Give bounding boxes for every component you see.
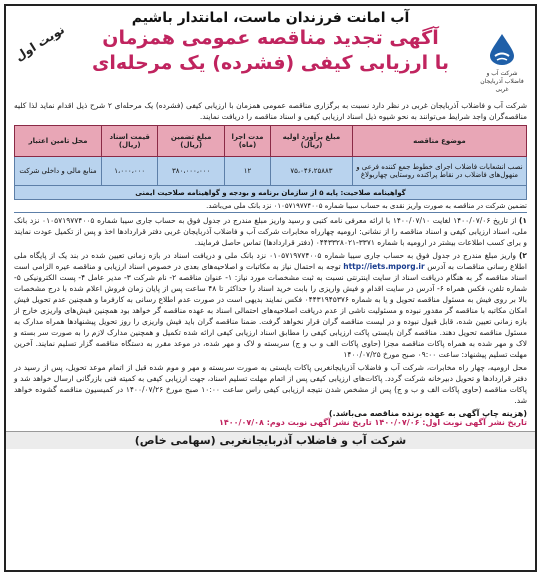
title [6,26,535,76]
header-funding: محل تامین اعتبار [15,126,102,157]
paragraph-1 [6,215,535,248]
paragraph-3 [6,362,535,406]
cell-subject: نصب انشعابات فاضلاب اجرای خطوط جمع کننده فرعی و منهول‌های فاضلاب در نقاط پراکنده روستایی چهاربولاغ [352,157,526,186]
header [6,22,535,100]
paragraph-1-number: ۱) [518,216,527,225]
cell-funding: منابع مالی و داخلی شرکت [15,157,102,186]
guarantee-sentence: تضمین شرکت در مناقصه به صورت واریز نقدی به حساب سیبا شماره ۰۱۰۵۷۱۹۷۷۴۰۰۵ نزد بانک ملی می‌باشد. [206,202,527,210]
paragraph-2-text-after: توجه به احتمال نیاز به مکاتبات و اصلاحیه‌های بعدی در خصوص اسناد ارزیابی و مناقصه عیره الزامی است اسناد مناقصه گر به هنگام دریافت اسناد از سایت اینترنتی نسبت به ثبت مشخصات مورد نیاز: ۱- عنوان مناقصه ۲- نام شرکت ۳- مدیر عامل ۴- پست الکترونیکی ۵- شماره تلفن، فکس همراه ۶- آدرس در سایت اقدام و فیش واریزی را بابت خرید اسناد را حداکثر تا ۴۸ ساعت پس از پایان زمان فروش اعلام شده با درج مشخصات بالا بر روی فیش به مسئول مناقصه تحویل و یا به شماره ۰۴۴۳۱۹۴۵۳۷۶ فکس نمایند بدیهی است در صورت عدم اطلاع رسانی به کارفرما و همچنین عدم تحویل فیش امکان مکاتبه با مناقصه گر مقدور نبوده و مسئولیت ناشی از عدم دریافت اصلاحیه‌های احتمالی اسناد به عهده مناقصه گر خواهد بود همچنین فیش‌های واریزی خارج از بازه زمانی تعیین شده، قابل قبول نبوده و در لیست مناقصه گران قرار نخواهد گرفت. ضمنا مناقصه گران باید فیش واریزی را روز تحویل پیشنهادها همراه مدارک به مسئول مناقصه تحویل دهند. مناقصه گران بایستی پاکت ارزیابی کیفی را مطابق اسناد ارزیابی کیفی ارائه شده تکمیل و همچنین مدارک لازم را به صورت سر بسته و لاک و مهر شده به همراه پاکات مناقصه مجزا (حاوی پاکات الف و ب و ج) سربسته و لاک و مهر شده، در موعد مقرر به دستگاه مناقصه گزار تسلیم نمایند. آخرین مهلت تسلیم پیشنهاد: ساعت ۰۹:۰۰ صبح مورخ ۱۴۰۰/۰۷/۲۵ [14,262,527,359]
header-duration: مدت اجرا (ماه) [224,126,270,157]
title-line-1: آگهی تجدید مناقصه عمومی همزمان [102,27,439,49]
paragraph-3-text: محل ارومیه، چهار راه مخابرات، شرکت آب و فاضلاب آذربایجانغربی پاکات بایستی به صورت سربسته و مهر و موم شده قبل از اتمام موعد تحویل، پس از رسید در دفتر قراردادها و تحویل دبیرخانه شرکت گردد. پاکات‌های ارزیابی کیفی پس از اتمام مهلت تسلیم اسناد، جهت ارزیابی کیفی به کمیته فنی بازرگانی ارسال خواهد شد و پاکات مناقصه (حاوی پاکات الف و ب و ج) پس از مشخص شدن نتیجه ارزیابی کیفی راس ساعت ۱۰:۰۰ صبح مورخ ۱۴۰۰/۰۷/۲۶ در کمیسیون مناقصه گشوده خواهد شد. [14,363,527,405]
paragraph-1-text: از تاریخ ۱۴۰۰/۰۷/۰۶ لغایت ۱۴۰۰/۰۷/۱۰ با ارائه معرفی نامه کتبی و رسید واریز مبلغ مندرج در جدول فوق به حساب جاری سیبا شماره ۰۱۰۵۷۱۹۷۷۴۰۰۵ نزد بانک ملی، اسناد ارزیابی کیفی و اسناد مناقصه را از نشانی: ارومیه چهارراه مخابرات شرکت آب و فاضلاب آذربایجان غربی دفتر قراردادها اخذ و پس از تکمیل عودت نمایند و برای کسب اطلاعات بیشتر در ارومیه با شماره ۳۳۷۱-۰۴۴۳۳۲۸۰۲۱ (دفتر قراردادها) تماس حاصل فرمایند. [14,216,527,247]
guarantee-text [14,200,527,213]
paragraph-2-text-before: واریز مبلغ مندرج در جدول فوق به حساب جاری سیبا شماره ۰۱۰۵۷۱۹۷۷۴۰۰۵ نزد بانک ملی و دریافت اسناد در بازه زمانی تعیین شده در بند یک از پایگاه ملی اطلاع رسانی مناقصات به آدرس [14,251,527,271]
header-guarantee: مبلغ تضمین (ریال) [158,126,225,157]
title-line-2: با ارزیابی کیفی (فشرده) یک مرحله‌ای [91,52,450,74]
publication-dates: تاریخ نشر آگهی نوبت اول: ۱۴۰۰/۰۷/۰۶ تاریخ نشر آگهی نوبت دوم: ۱۴۰۰/۰۷/۰۸ [219,418,527,427]
intro-text: شرکت آب و فاضلاب آذربایجان غربی در نظر دارد نسبت به برگزاری مناقصه عمومی همزمان با ارزیابی کیفی (فشرده) یک مرحله‌ای ۲ شرح ذیل اقدام نماید لذا کلیه مناقصه‌گران واجد شرایط می‌توانند به نحو شیوه ذیل اسناد ارزیابی کیفی و اسناد مناقصه را دریافت نمایند. [14,101,528,121]
cell-guarantee: ۳۸۰،۰۰۰،۰۰۰ [158,157,225,186]
header-subject: موضوع مناقصه [352,126,526,157]
tender-table [14,125,527,200]
header-estimate: مبلغ برآورد اولیه (ریال) [271,126,353,157]
cell-estimate: ۷۵،۰۴۶،۲۵۸۸۳ [271,157,353,186]
cell-doc-price: ۱،۰۰۰،۰۰۰ [102,157,158,186]
paragraph-2 [6,250,535,360]
round-label: نوبت اول [12,22,67,64]
tender-portal-link[interactable]: http://iets.mporg.ir [343,262,425,271]
cell-duration: ۱۲ [224,157,270,186]
header-doc-price: قیمت اسناد (ریال) [102,126,158,157]
tender-advertisement [4,4,537,572]
logo-subtitle: شرکت آب و فاضلاب آذربایجان غربی [480,70,524,93]
table-header-row [15,126,527,157]
table-note-row [15,186,527,200]
company-name: شرکت آب و فاضلاب آذربایجانغربی (سهامی خاص) [6,431,535,449]
qualification-note: گواهینامه صلاحیت: پایه ۵ از سازمان برنامه و بودجه و گواهینامه صلاحیت ایمنی [15,186,527,200]
paragraph-2-number: ۲) [518,251,527,260]
water-drop-logo-icon [486,32,518,66]
table-row [15,157,527,186]
print-cost-note: (هزینه چاپ آگهی به عهده برنده مناقصه می‌باشد.) [328,409,527,418]
slogan: آب امانت فرزندان ماست، امانتدار باشیم [131,10,410,26]
company-logo [477,32,527,94]
